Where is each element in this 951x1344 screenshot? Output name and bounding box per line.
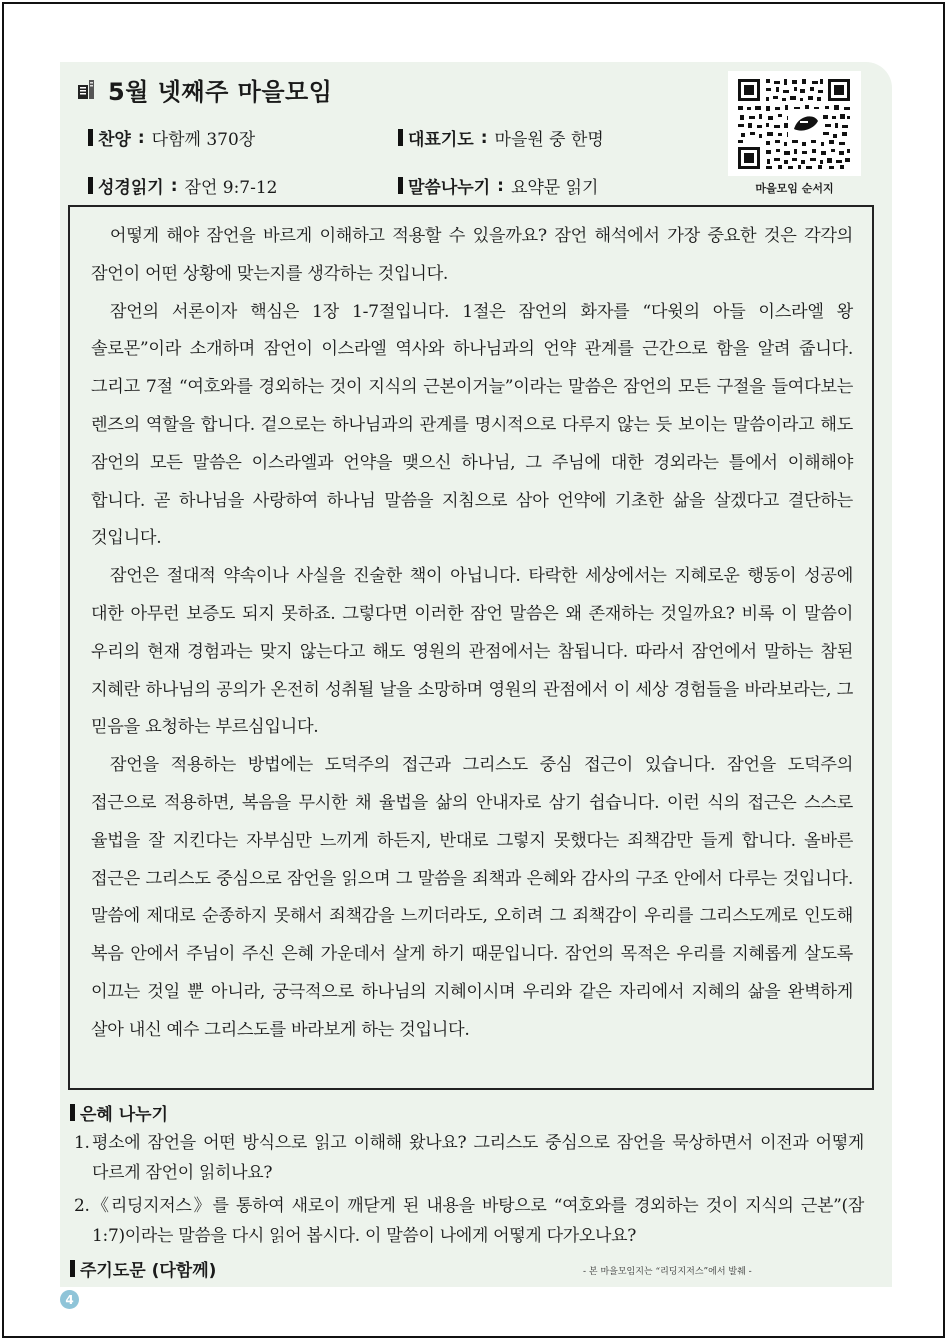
grace-sharing-title: 은혜 나누기 — [80, 1105, 169, 1125]
discussion-question — [74, 1128, 864, 1188]
prayer-value: 마을원 중 한명 — [494, 130, 604, 150]
question-text: 평소에 잠언을 어떤 방식으로 읽고 이해해 왔나요? 그리스도 중심으로 잠언을 묵상하면서 이전과 어떻게 다르게 잠언이 읽히나요? — [92, 1133, 864, 1183]
hymn-label: 찬양 — [98, 130, 131, 150]
label-bar — [398, 177, 403, 194]
page-header — [76, 72, 332, 106]
question-number: 2. — [74, 1196, 90, 1216]
reading-value: 잠언 9:7-12 — [184, 178, 278, 198]
closing-prayer-heading — [70, 1256, 216, 1281]
question-text: 《리딩지저스》를 통하여 새로이 깨닫게 된 내용을 바탕으로 “여호와를 경외하는 것이 지식의 근본”(잠 1:7)이라는 말씀을 다시 읽어 봅시다. 이 말씀이 나에게 어떻게 다가오나요? — [92, 1196, 864, 1246]
sharing-value: 요약문 읽기 — [510, 178, 599, 198]
separator: : — [170, 175, 178, 196]
label-bar — [398, 129, 403, 146]
grace-sharing-heading — [70, 1100, 168, 1125]
separator: : — [480, 127, 488, 148]
label-bar — [88, 177, 93, 194]
source-note: - 본 마을모임지는 “리딩지저스”에서 발췌 - — [583, 1267, 752, 1277]
sharing-info — [398, 173, 598, 198]
page-number-badge: 4 — [60, 1290, 79, 1309]
body-paragraph: 잠언은 절대적 약속이나 사실을 진술한 책이 아닙니다. 타락한 세상에서는 지혜로운 행동이 성공에 대한 아무런 보증도 되지 못하죠. 그렇다면 이러한 잠언 말씀은 왜 존재하는 것일까요? 비록 이 말씀이 우리의 현재 경험과는 맞지 않는다고 해도 영원의 관점에서는 참됩니다. 따라서 잠언에서 말하는 참된 지혜란 하나님의 공의가 온전히 성취될 날을 소망하며 영원의 관점에서 이 세상 경험들을 바라보라는, 그 믿음을 요청하는 부르심입니다. — [91, 566, 853, 738]
label-bar — [70, 1104, 75, 1121]
qr-code[interactable] — [728, 71, 861, 176]
page-title: 5월 넷째주 마을모임 — [108, 77, 333, 106]
qr-code-icon — [728, 71, 861, 176]
hymn-info — [88, 125, 255, 150]
discussion-question — [74, 1191, 864, 1251]
prayer-info — [398, 125, 604, 150]
prayer-label: 대표기도 — [408, 130, 474, 150]
label-bar — [70, 1260, 75, 1277]
document-icon — [76, 78, 96, 100]
body-paragraph: 잠언의 서론이자 핵심은 1장 1-7절입니다. 1절은 잠언의 화자를 “다윗의 아들 이스라엘 왕 솔로몬”이라 소개하며 잠언이 이스라엘 역사와 하나님과의 언약 관계를 근간으로 함을 알려 줍니다. 그리고 7절 “여호와를 경외하는 것이 지식의 근본이거늘”이라는 말씀은 잠언의 모든 구절을 들여다보는 렌즈의 역할을 합니다. 겉으로는 하나님과의 관계를 명시적으로 다루지 않는 듯 보이는 말씀이라고 해도 잠언의 모든 말씀은 이스라엘과 언약을 맺으신 하나님, 그 주님에 대한 경외라는 틀에서 이해해야 합니다. 곧 하나님을 사랑하여 하나님 말씀을 지침으로 삼아 언약에 기초한 삶을 살겠다고 결단하는 것입니다. — [91, 301, 853, 549]
hymn-value: 다함께 370장 — [151, 130, 256, 150]
label-bar — [88, 129, 93, 146]
closing-prayer-title: 주기도문 (다함께) — [80, 1261, 217, 1281]
separator: : — [137, 127, 145, 148]
reading-label: 성경읽기 — [98, 178, 164, 198]
separator: : — [497, 175, 504, 196]
question-number: 1. — [74, 1133, 90, 1153]
summary-box — [68, 205, 874, 1090]
sharing-label: 말씀나누기 — [408, 178, 491, 198]
qr-caption: 마을모임 순서지 — [755, 182, 834, 195]
body-paragraph: 어떻게 해야 잠언을 바르게 이해하고 적용할 수 있을까요? 잠언 해석에서 가장 중요한 것은 각각의 잠언이 어떤 상황에 맞는지를 생각하는 것입니다. — [91, 226, 853, 284]
body-paragraph: 잠언을 적용하는 방법에는 도덕주의 접근과 그리스도 중심 접근이 있습니다. 잠언을 도덕주의 접근으로 적용하면, 복음을 무시한 채 율법을 삶의 안내자로 삼기 쉽습니다. 이런 식의 접근은 스스로 율법을 잘 지킨다는 자부심만 느끼게 하든지, 반대로 그렇지 못했다는 죄책감만 들게 합니다. 올바른 접근은 그리스도 중심으로 잠언을 읽으며 그 말씀을 죄책과 은혜와 감사의 구조 안에서 다루는 것입니다. 말씀에 제대로 순종하지 못해서 죄책감을 느끼더라도, 오히려 그 죄책감이 우리를 그리스도께로 인도해 복음 안에서 주님이 주신 은혜 가운데서 살게 하기 때문입니다. 잠언의 목적은 우리를 지혜롭게 살도록 이끄는 것일 뿐 아니라, 궁극적으로 하나님의 지혜이시며 우리와 같은 자리에서 지혜의 삶을 완벽하게 살아 내신 예수 그리스도를 바라보게 하는 것입니다. — [91, 755, 853, 1040]
reading-info — [88, 173, 278, 198]
